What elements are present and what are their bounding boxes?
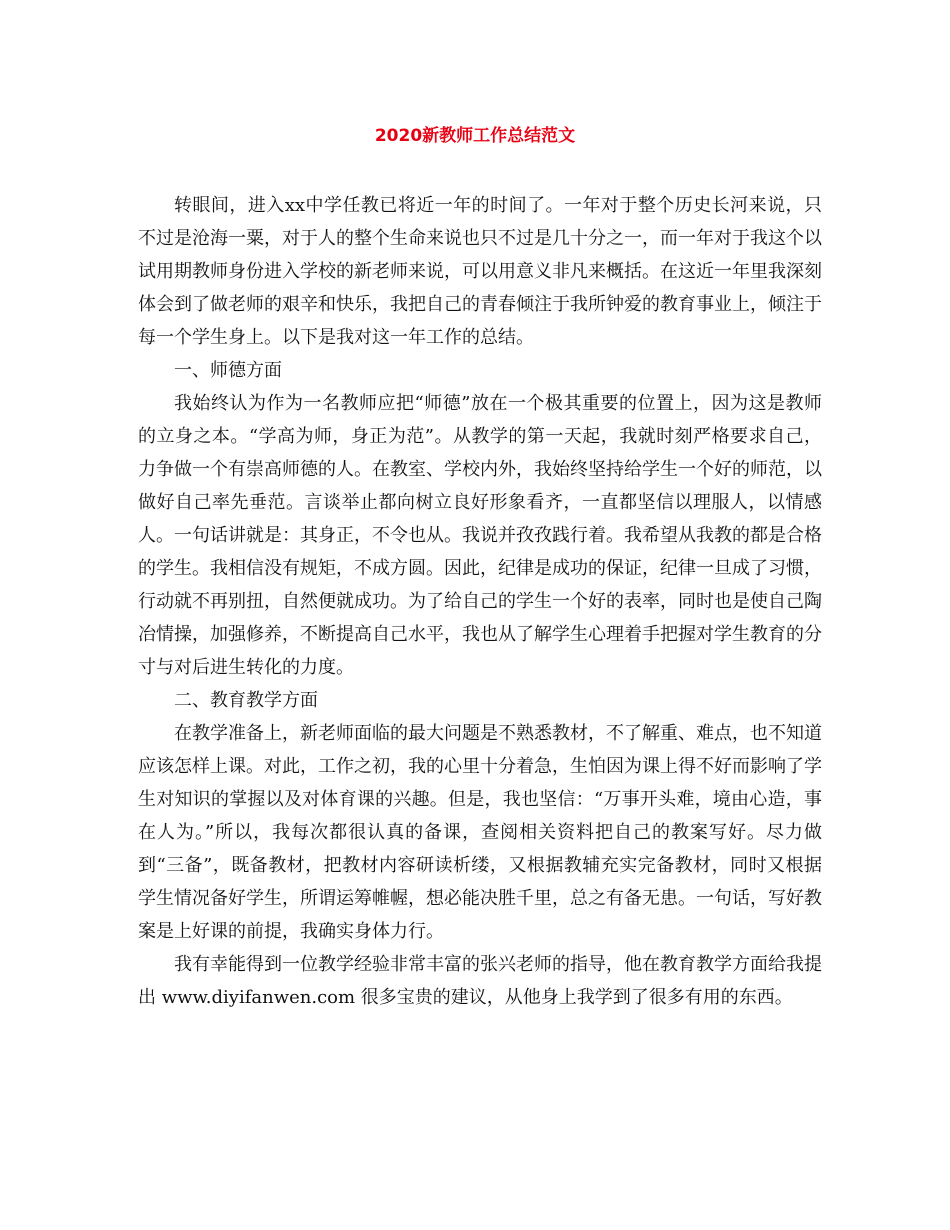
section-heading-ethics: 一、师德方面 <box>174 360 282 381</box>
paragraph-intro: 转眼间，进入xx中学任教已将近一年的时间了。一年对于整个历史长河来说，只不过是沧海一粟，对于人的整个生命来说也只不过是几十分之一，而一年对于我这个以试用期教师身份进入学校的新老师来说，可以用意义非凡来概括。在这近一年里我深刻体会到了做老师的艰辛和快乐，我把自己的青春倾注于我所钟爱的教育事业上，倾注于每一个学生身上。以下是我对这一年工作的总结。 <box>138 195 822 348</box>
document-body <box>138 189 822 1014</box>
paragraph-ethics: 我始终认为作为一名教师应把“师德”放在一个极其重要的位置上，因为这是教师的立身之本。“学高为师，身正为范”。从教学的第一天起，我就时刻严格要求自己，力争做一个有崇高师德的人。在教室、学校内外，我始终坚持给学生一个好的师范，以做好自己率先垂范。言谈举止都向树立良好形象看齐，一直都坚信以理服人，以情感人。一句话讲就是：其身正，不令也从。我说并孜孜践行着。我希望从我教的都是合格的学生。我相信没有规矩，不成方圆。因此，纪律是成功的保证，纪律一旦成了习惯，行动就不再别扭，自然便就成功。为了给自己的学生一个好的表率，同时也是使自己陶冶情操，加强修养，不断提高自己水平，我也从了解学生心理着手把握对学生教育的分寸与对后进生转化的力度。 <box>138 393 822 678</box>
document-title: 2020新教师工作总结范文 <box>374 126 576 146</box>
paragraph-mentor: 我有幸能得到一位教学经验非常丰富的张兴老师的指导，他在教育教学方面给我提出 www.diyifanwen.com 很多宝贵的建议，从他身上我学到了很多有用的东西。 <box>138 954 822 1008</box>
section-heading-teaching: 二、教育教学方面 <box>174 690 318 711</box>
paragraph-teaching-preparation: 在教学准备上，新老师面临的最大问题是不熟悉教材，不了解重、难点，也不知道应该怎样上课。对此，工作之初，我的心里十分着急，生怕因为课上得不好而影响了学生对知识的掌握以及对体育课的兴趣。但是，我也坚信：“万事开头难，境由心造，事在人为。”所以，我每次都很认真的备课，查阅相关资料把自己的教案写好。尽力做到“三备”，既备教材，把教材内容研读析缕，又根据教辅充实完备教材，同时又根据学生情况备好学生，所谓运筹帷幄，想必能决胜千里，总之有备无患。一句话，写好教案是上好课的前提，我确实身体力行。 <box>138 723 822 942</box>
